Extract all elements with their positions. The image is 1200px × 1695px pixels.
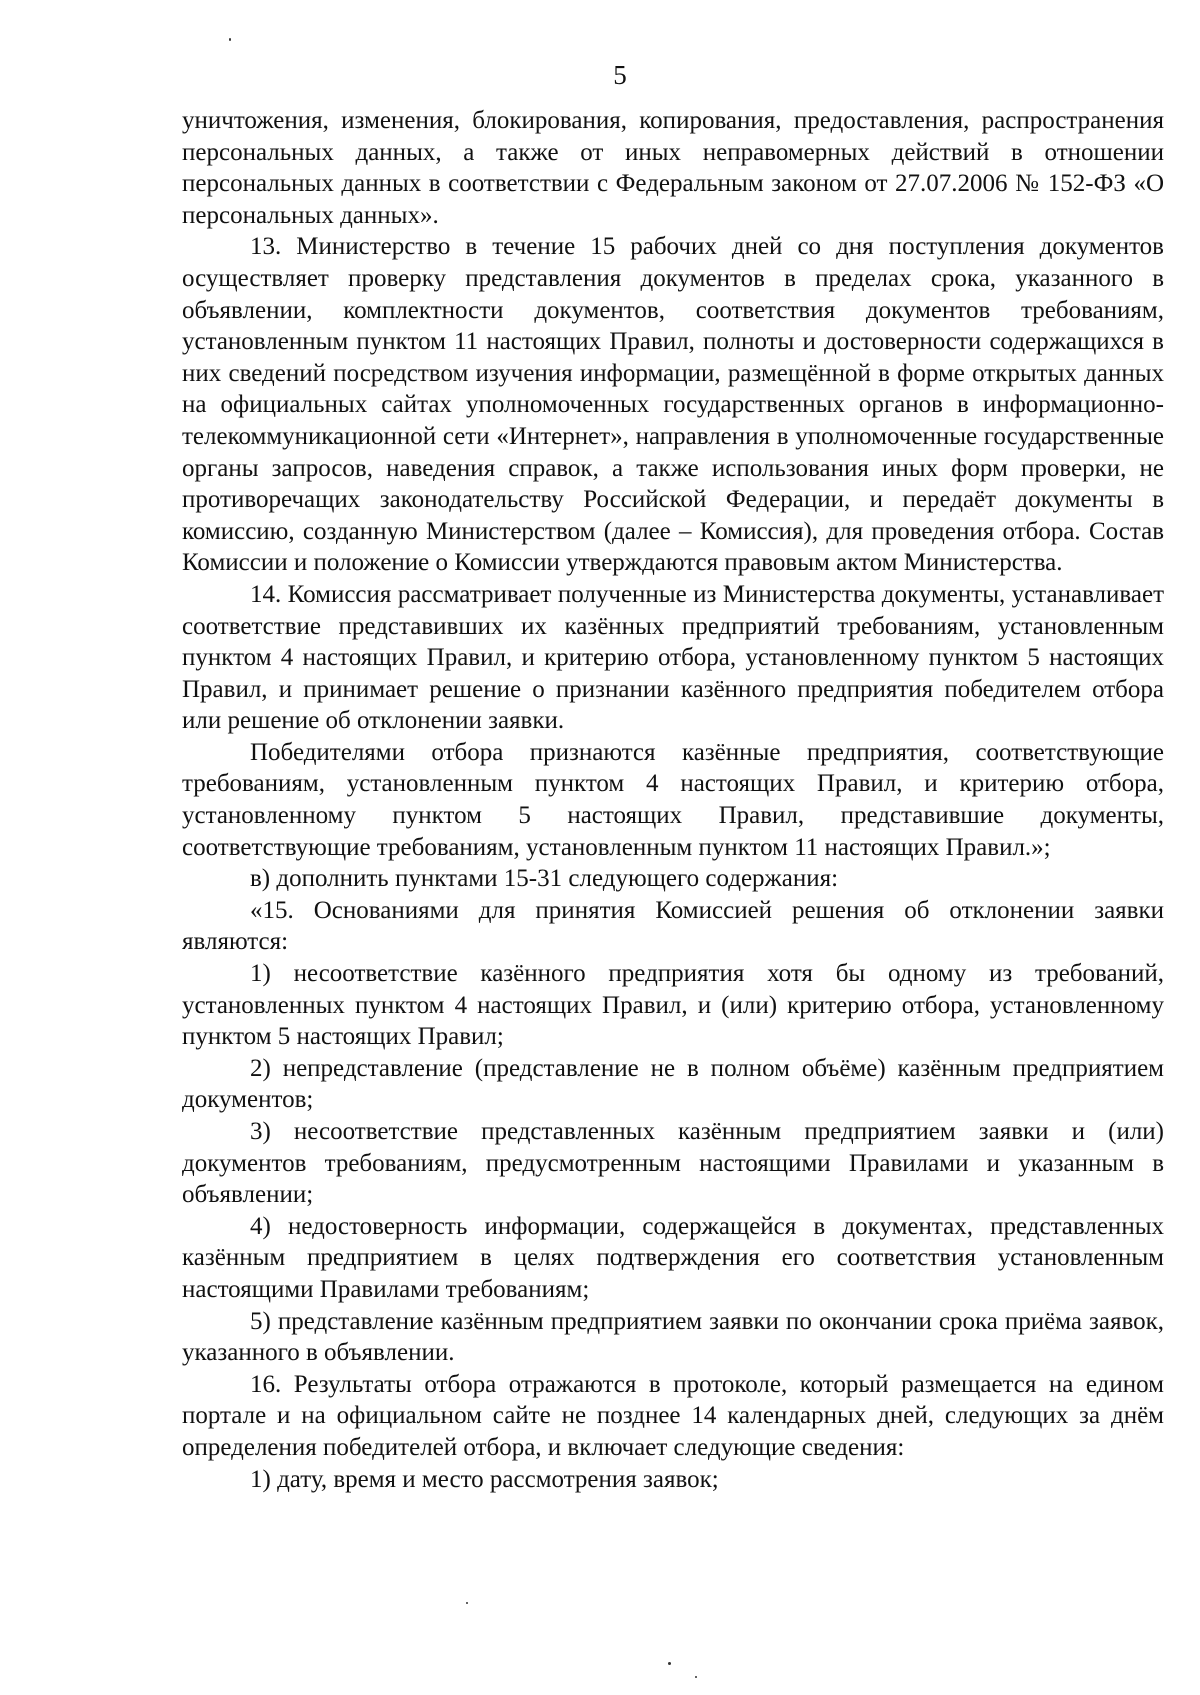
scan-speck: [695, 1676, 697, 1678]
document-body: [182, 105, 1164, 1495]
paragraph: Победителями отбора признаются казённые предприятия, соответствующие требованиям, установленным пунктом 4 настоящих Правил, и критерию отбора, установленному пунктом 5 настоящих Правил, представившие документы, соответствующие требованиям, установленным пунктом 11 настоящих Правил.»;: [182, 738, 1164, 861]
paragraph: 16. Результаты отбора отражаются в протоколе, который размещается на едином портале и на официальном сайте не позднее 14 календарных дней, следующих за днём определения победителей отбора, и включает следующие сведения:: [182, 1370, 1164, 1461]
paragraph: в) дополнить пунктами 15-31 следующего содержания:: [250, 865, 839, 893]
paragraph: 3) несоответствие представленных казённым предприятием заявки и (или) документов требованиям, предусмотренным настоящими Правилами и указанным в объявлении;: [182, 1118, 1164, 1209]
scan-speck: [229, 38, 231, 41]
paragraph: 1) несоответствие казённого предприятия хотя бы одному из требований, установленных пунктом 4 настоящих Правил, и (или) критерию отбора, установленному пунктом 5 настоящих Правил;: [182, 960, 1164, 1051]
paragraph: 14. Комиссия рассматривает полученные из Министерства документы, устанавливает соответствие представивших их казённых предприятий требованиям, установленным пунктом 4 настоящих Правил, и критерию отбора, установленному пунктом 5 настоящих Правил, и принимает решение о признании казённого предприятия победителем отбора или решение об отклонении заявки.: [182, 580, 1164, 735]
paragraph: 2) непредставление (представление не в полном объёме) казённым предприятием документов;: [182, 1054, 1164, 1114]
paragraph: 13. Министерство в течение 15 рабочих дней со дня поступления документов осуществляет проверку представления документов в пределах срока, указанного в объявлении, комплектности документов, соответствия документов требованиям, установленным пунктом 11 настоящих Правил, полноты и достоверности содержащихся в них сведений посредством изучения информации, размещённой в форме открытых данных на официальных сайтах уполномоченных государственных органов в информационно-телекоммуникационной сети «Интернет», направления в уполномоченные государственные органы запросов, наведения справок, а также использования иных форм проверки, не противоречащих законодательству Российской Федерации, и передаёт документы в комиссию, созданную Министерством (далее – Комиссия), для проведения отбора. Состав Комиссии и положение о Комиссии утверждаются правовым актом Министерства.: [182, 233, 1164, 577]
scan-speck: [668, 1662, 671, 1665]
paragraph: 1) дату, время и место рассмотрения заявок;: [250, 1465, 719, 1493]
paragraph: 4) недостоверность информации, содержащейся в документах, представленных казённым предприятием в целях подтверждения его соответствия установленным настоящими Правилами требованиям;: [182, 1212, 1164, 1303]
scan-speck: [466, 1602, 468, 1604]
page-number: 5: [613, 60, 627, 90]
paragraph: «15. Основаниями для принятия Комиссией решения об отклонении заявки являются:: [182, 896, 1164, 956]
paragraph: уничтожения, изменения, блокирования, копирования, предоставления, распространения персональных данных, а также от иных неправомерных действий в отношении персональных данных в соответствии с Федеральным законом от 27.07.2006 № 152-ФЗ «О персональных данных».: [182, 107, 1164, 229]
paragraph: 5) представление казённым предприятием заявки по окончании срока приёма заявок, указанного в объявлении.: [182, 1307, 1164, 1367]
